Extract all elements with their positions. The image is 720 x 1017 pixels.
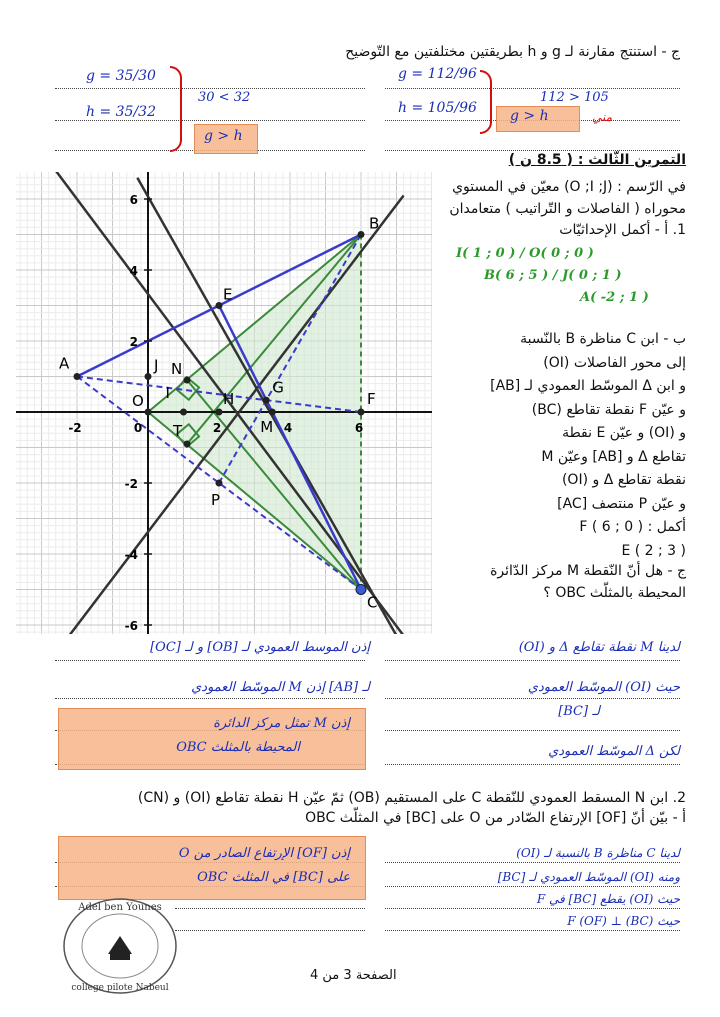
point-b: [358, 231, 365, 238]
y-tick-label: -2: [124, 477, 138, 491]
red-brace-right: [480, 70, 492, 134]
dotted-line: [55, 660, 365, 661]
stamp-inner-text: college pilote Nabeul: [71, 983, 169, 993]
answer-1c-left-2: لـ [AB] إذن M الموسّط العمودي: [191, 680, 370, 695]
y-tick-label: -6: [124, 619, 138, 633]
answer-h-right: h = 105/96: [398, 100, 477, 116]
q1c-text: ج - هل أنّ النّقطة M مركز الدّائرة المحيطة بالمثلّث OBC ؟: [490, 563, 686, 601]
dotted-line: [175, 930, 365, 931]
point-c: [356, 585, 366, 595]
y-tick-label: 4: [129, 264, 138, 278]
answer-g-left: g = 35/30: [86, 68, 156, 84]
coordinate-graph: [16, 172, 432, 634]
x-tick-label: -2: [68, 421, 82, 435]
dotted-line: [385, 698, 680, 699]
point-a: [74, 373, 81, 380]
question-c: ج - استنتج مقارنة لـ g و h بطريقتين مختلفتين مع التّوضيح: [345, 44, 680, 60]
coord-line-1: I( 1 ; 0 ) / O( 0 ; 0 ): [456, 246, 594, 261]
dotted-line: [55, 698, 365, 699]
point-label-j: J: [154, 356, 159, 375]
point-label-h: H: [223, 390, 235, 408]
dotted-line: [385, 730, 680, 731]
compare-left: 30 < 32: [198, 90, 251, 105]
dotted-line: [385, 660, 680, 661]
dotted-line: [385, 862, 680, 863]
answer-h-left: h = 35/32: [86, 104, 156, 120]
answer-1c-right-3: لـ [BC]: [558, 704, 600, 719]
point-label-t: T: [173, 421, 183, 440]
point-label-m: M: [260, 418, 274, 436]
dotted-line: [55, 120, 365, 121]
answer-g-right: g = 112/96: [398, 66, 477, 82]
coord-line-3: A( -2 ; 1 ): [580, 290, 649, 305]
answer-1c-left-3: إذن M تمثل مركز الدائرة: [213, 716, 350, 731]
point-h: [216, 409, 223, 416]
page-footer: الصفحة 3 من 4: [310, 968, 397, 983]
point-label-g: G: [272, 378, 284, 397]
result-right: g > h: [510, 108, 549, 124]
q1a-label: 1. أ - أكمل الإحداثيّات: [559, 222, 686, 238]
answer-1c-left-4: المحيطة بالمثلث OBC: [176, 740, 300, 755]
x-tick-label: 6: [354, 421, 364, 435]
dotted-line: [385, 908, 680, 909]
answer-2a-left-2: على [BC] في المثلث OBC: [197, 870, 350, 885]
dotted-line: [385, 88, 680, 89]
dotted-line: [175, 908, 365, 909]
exercise-title: التمرين الثّالث : ( 8.5 ن ): [508, 152, 686, 168]
point-label-p: P: [211, 491, 221, 509]
answer-1c-right-2: حيث (OI) الموسّط العمودي: [527, 680, 680, 695]
y-tick-label: 2: [129, 335, 138, 349]
x-tick-label: 0: [133, 421, 143, 435]
result-extra: مني: [592, 110, 613, 124]
answer-1c-right-4: لكن Δ الموسّط العمودي: [548, 744, 680, 759]
q2-line-2: أ - بيّن أنّ [OF] الإرتفاع الصّادر من O على [BC] في المثلّث OBC: [305, 810, 686, 826]
point-label-i: I: [165, 384, 170, 402]
point-e: [216, 302, 223, 309]
answer-2a-right-1: لدينا C مناظرة B بالنسبة لـ (OI): [516, 846, 680, 860]
point-p: [216, 480, 223, 487]
dotted-line: [385, 150, 680, 151]
exercise-intro: في الرّسم : (O ;I ;J) معيّن في المستوي محوراه ( الفاصلات و التّراتيب ) متعامدان: [449, 179, 686, 217]
dotted-line: [55, 88, 365, 89]
point-t: [184, 440, 191, 447]
answer-1c-right-1: لدينا M نقطة تقاطع Δ و (OI): [518, 640, 680, 655]
school-stamp: [60, 896, 180, 996]
dotted-line: [385, 930, 680, 931]
point-f: [358, 409, 365, 416]
point-o: [145, 409, 152, 416]
point-n: [184, 377, 191, 384]
point-i: [180, 409, 187, 416]
x-tick-label: 4: [283, 421, 293, 435]
dotted-line: [385, 764, 680, 765]
point-label-o: O: [132, 392, 144, 410]
point-label-a: A: [59, 354, 70, 373]
point-m: [269, 409, 276, 416]
red-brace-left: [170, 66, 182, 152]
coord-line-2: B( 6 ; 5 ) / J( 0 ; 1 ): [484, 268, 622, 283]
stamp-outer-text: Adel ben Younes: [78, 902, 162, 913]
x-tick-label: 2: [212, 421, 222, 435]
point-j: [145, 373, 152, 380]
point-g: [263, 397, 270, 404]
answer-1c-left-1: إذن الموسط العمودي لـ [OB] و لـ [OC]: [150, 640, 370, 655]
point-label-e: E: [223, 285, 233, 304]
answer-2a-left-1: إذن [OF] الإرتفاع الصادر من O: [178, 846, 350, 861]
answer-2a-right-2: ومنه (OI) الموسّط العمودي لـ [BC]: [497, 870, 680, 884]
point-label-b: B: [369, 214, 380, 233]
q1b-text: ب - ابن C مناظرة B بالنّسبة إلى محور الفاصلات (OI) و ابن Δ الموسّط العمودي لـ [AB] و عيّن F نقطة تقاطع (BC) و (OI) و عيّن E نقطة تقاطع Δ و [AB] وعيّن M نقطة تقاطع Δ و (OI) و عيّن P منتصف [AC] أكمل : F ( 6 ; 0 ) E ( 2 ; 3 ): [490, 331, 686, 559]
dotted-line: [385, 886, 680, 887]
y-tick-label: -4: [124, 548, 138, 562]
answer-2a-right-4: حيث F (OF) ⊥ (BC): [567, 914, 680, 928]
y-tick-label: 6: [129, 193, 138, 207]
point-label-f: F: [367, 390, 376, 408]
q2-line-1: 2. ابن N المسقط العمودي للنّقطة C على المستقيم (OB) ثمّ عيّن H نقطة تقاطع (OI) و (CN): [137, 790, 686, 806]
point-label-n: N: [171, 360, 183, 379]
compare-right: 112 > 105: [540, 90, 609, 105]
result-left: g > h: [204, 128, 243, 144]
point-label-c: C: [367, 593, 378, 612]
answer-2a-right-3: حيث (OI) يقطع [BC] في F: [536, 892, 680, 906]
